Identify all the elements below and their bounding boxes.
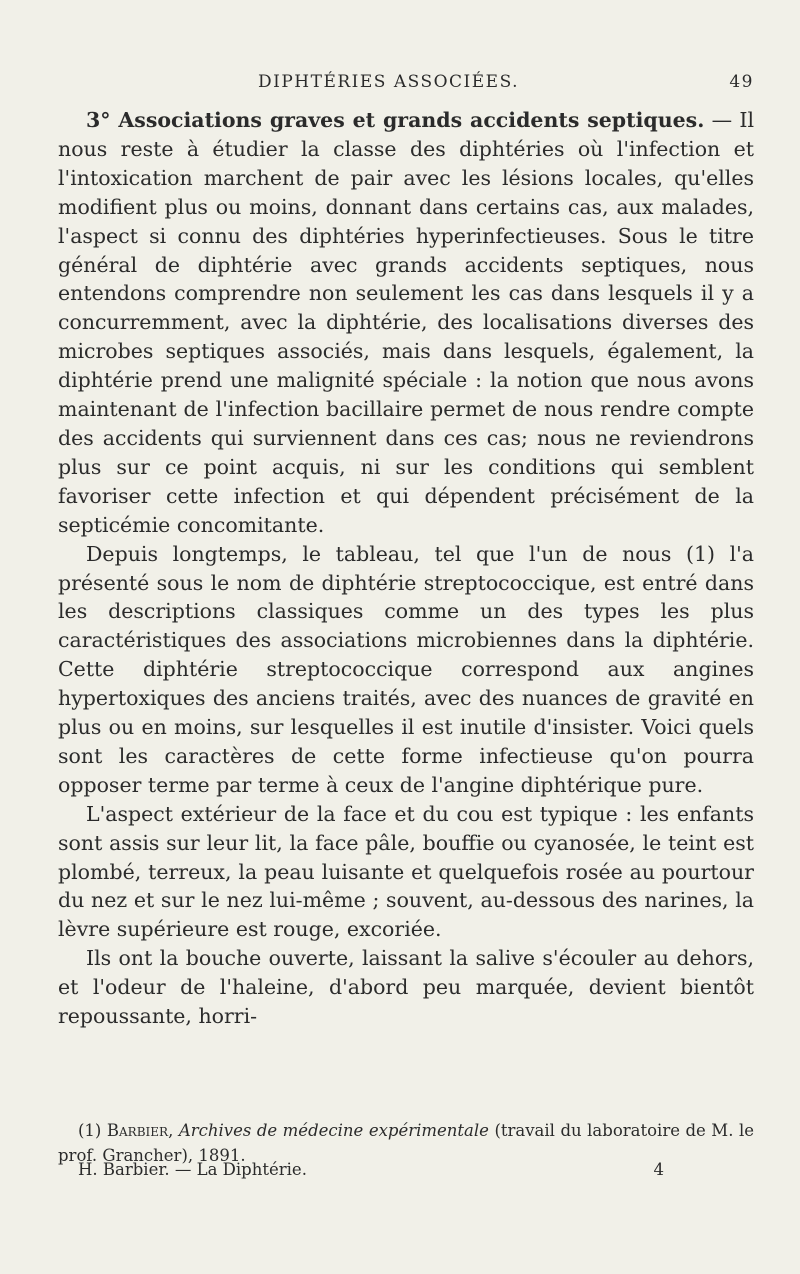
section-paragraph (58, 106, 754, 540)
section-heading: 3° Associations graves et grands accidents septiques. (86, 108, 705, 132)
footer-running-author: H. Barbier. — La Diphtérie. (78, 1160, 307, 1179)
body-text (58, 106, 754, 1031)
running-title: DIPHTÉRIES ASSOCIÉES. (258, 72, 520, 92)
paragraph: Depuis longtemps, le tableau, tel que l'un de nous (1) l'a présenté sous le nom de diphtérie streptococcique, est entré dans les descriptions classiques comme un des types les plus caractéristiques des associations microbiennes dans la diphtérie. Cette diphtérie streptococcique correspond aux angines hypertoxiques des anciens traités, avec des nuances de gravité en plus ou en moins, sur lesquelles il est inutile d'insister. Voici quels sont les caractères de cette forme infectieuse qu'on pourra opposer terme par terme à ceux de l'angine diphtérique pure. (58, 541, 754, 797)
footnote-rest: (travail du laboratoire de M. le prof. Grancher), 1891. (58, 1121, 754, 1165)
section-intro: — Il nous reste à étudier la classe des diphtéries où l'infection et l'intoxication marchent de pair avec les lésions locales, qu'elles modifient plus ou moins, donnant dans certains cas, aux malades, l'aspect si connu des diphtéries hyperinfectieuses. Sous le titre général de diphtérie avec grands accidents septiques, nous entendons comprendre non seulement les cas dans lesquels il y a concurremment, avec la diphtérie, des localisations diverses des microbes septiques associés, mais dans lesquels, également, la diphtérie prend une malignité spéciale : la notion que nous avons maintenant de l'infection bacillaire permet de nous rendre compte des accidents qui surviennent dans ces cas; nous ne reviendrons plus sur ce point acquis, ni sur les conditions qui semblent favoriser cette infection et qui dépendent précisément de la septicémie concomitante. (58, 108, 754, 537)
signature-mark: 4 (653, 1160, 664, 1179)
running-head (58, 72, 754, 98)
footnote-marker: (1) (78, 1121, 107, 1140)
paragraph: Ils ont la bouche ouverte, laissant la salive s'écouler au dehors, et l'odeur de l'haleine, d'abord peu marquée, devient bientôt repoussante, horri- (58, 946, 754, 1029)
footnote-journal: Archives de médecine expérimentale (178, 1121, 489, 1140)
footnote: (1) Barbier, Archives de médecine expérimentale (travail du laboratoire de M. le prof. Grancher), 1891. (58, 1121, 754, 1165)
paragraph: L'aspect extérieur de la face et du cou est typique : les enfants sont assis sur leur lit, la face pâle, bouffie ou cyanosée, le teint est plombé, terreux, la peau luisante et quelquefois rosée au pourtour du nez et sur le nez lui-même ; souvent, au-dessous des narines, la lèvre supérieure est rouge, excoriée. (58, 801, 754, 942)
page-number: 49 (729, 72, 754, 92)
footnote-author: Barbier (106, 1121, 169, 1140)
